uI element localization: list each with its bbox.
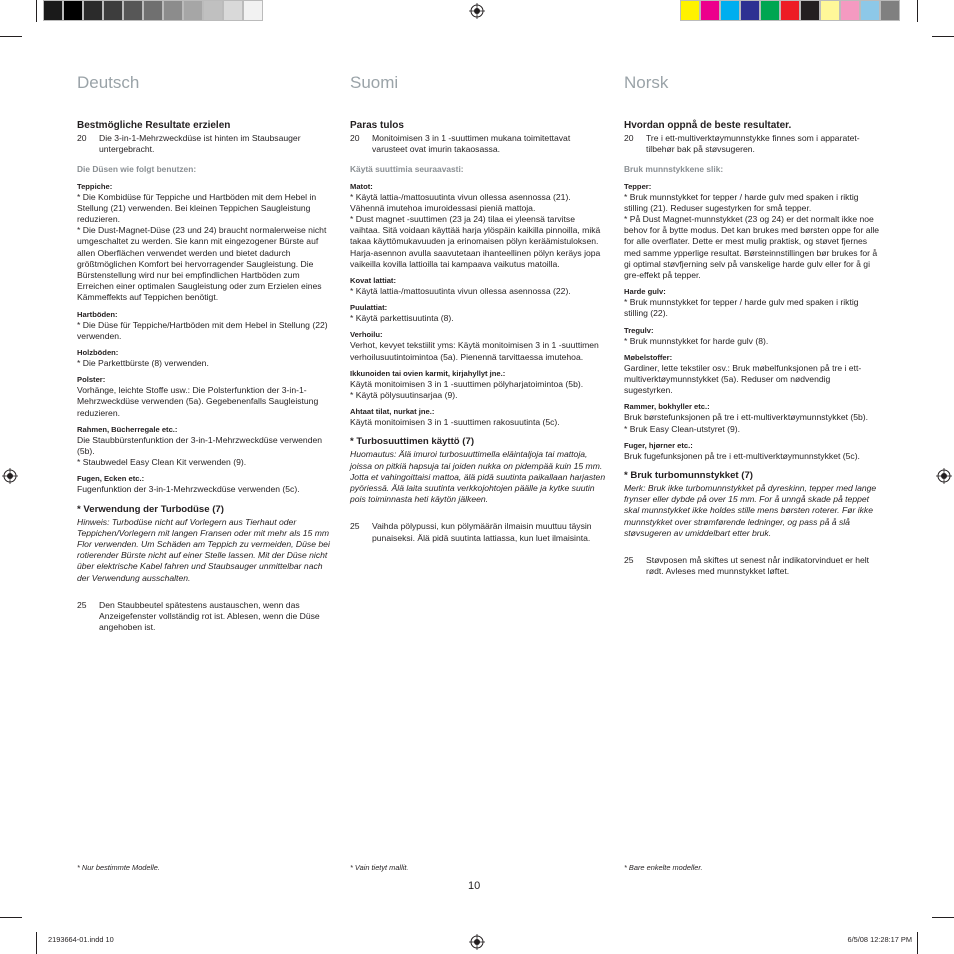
paragraph: Bruk fugefunksjonen på tre i ett-multiverktøymunnstykket (5c). bbox=[624, 450, 860, 461]
color-swatch bbox=[83, 0, 103, 21]
step-number: 20 bbox=[350, 133, 360, 143]
column-suomi bbox=[350, 72, 606, 544]
color-swatch bbox=[223, 0, 243, 21]
color-swatch bbox=[680, 0, 700, 21]
paragraph: * Käytä lattia-/mattosuutinta vivun ollessa asennossa (21). Vähennä imutehoa imuroidessasi pieniä mattoja. bbox=[350, 191, 571, 213]
surface-label: Tepper: bbox=[624, 181, 652, 191]
paragraph: Fugenfunktion der 3-in-1-Mehrzweckdüse verwenden (5c). bbox=[77, 484, 300, 495]
paragraph: Käytä monitoimisen 3 in 1 -suuttimen pölyharjatoimintoa (5b). bbox=[350, 378, 584, 389]
paragraph: * Bruk munnstykket for tepper / harde gulv med spaken i riktig stilling (21). Reduser sugestyrken for små tepper. bbox=[624, 191, 859, 213]
step-number: 25 bbox=[624, 555, 634, 566]
color-swatch bbox=[840, 0, 860, 21]
paragraph: Vorhänge, leichte Stoffe usw.: Die Polsterfunktion der 3-in-1-Mehrzweckdüse verwenden (5a). Gegebenenfalls Saugleistung reduzieren. bbox=[77, 385, 319, 418]
color-swatch bbox=[700, 0, 720, 21]
step-number: 25 bbox=[350, 521, 360, 532]
surface-label: Hartböden: bbox=[77, 309, 118, 319]
paragraph: Käytä monitoimisen 3 in 1 -suuttimen rakosuutinta (5c). bbox=[350, 417, 560, 428]
paragraph: * Käytä parkettisuutinta (8). bbox=[350, 313, 454, 324]
color-swatch bbox=[740, 0, 760, 21]
footnote-norsk: * Bare enkelte modeller. bbox=[624, 863, 703, 872]
crop-mark bbox=[0, 917, 22, 918]
paragraph: * Die Parkettbürste (8) verwenden. bbox=[77, 358, 209, 369]
subheading: Die Düsen wie folgt benutzen: bbox=[77, 164, 197, 175]
numbered-step bbox=[350, 521, 606, 543]
registration-mark-icon bbox=[2, 468, 18, 484]
turbo-heading: * Verwendung der Turbodüse (7) bbox=[77, 503, 224, 515]
paragraph: * Bruk Easy Clean-utstyret (9). bbox=[624, 423, 741, 434]
surface-label: Rammer, bokhyller etc.: bbox=[624, 402, 710, 412]
numbered-step bbox=[350, 133, 606, 155]
paragraph: * Dust magnet -suuttimen (23 ja 24) tilaa ei yleensä tarvitse vaihtaa. Sitä voidaan käyttää harja ylöspäin kaikilla pinnoilla, mikä takaa käyttömukavuuden ja erinomaisen pölyn keräämistuloksen. Harja-asennon avulla saavutetaan ihanteellinen pölyn keräys jopa vaikeilla kovilla lattioilla tai kampaava vaikutus matoilla. bbox=[350, 214, 601, 269]
color-swatch bbox=[143, 0, 163, 21]
section-heading: Hvordan oppnå de beste resultater. bbox=[624, 120, 792, 131]
subheading: Käytä suuttimia seuraavasti: bbox=[350, 164, 464, 175]
surface-label: Ikkunoiden tai ovien karmit, kirjahyllyt jne.: bbox=[350, 368, 506, 378]
paragraph: * Käytä lattia-/mattosuutinta vivun ollessa asennossa (22). bbox=[350, 286, 571, 297]
step-text: Tre i ett-multiverktøymunnstykke finnes som i apparatet-tilbehør bak på støvsugeren. bbox=[646, 133, 860, 155]
section-title: Norsk bbox=[624, 73, 669, 92]
crop-mark bbox=[917, 0, 918, 22]
section-title: Suomi bbox=[350, 73, 399, 92]
registration-mark-icon bbox=[936, 468, 952, 484]
color-swatch bbox=[820, 0, 840, 21]
surface-label: Harde gulv: bbox=[624, 287, 666, 297]
color-swatch bbox=[123, 0, 143, 21]
surface-label: Puulattiat: bbox=[350, 303, 388, 313]
paragraph: Die Staubbürstenfunktion der 3-in-1-Mehrzweckdüse verwenden (5b). bbox=[77, 434, 323, 457]
surface-label: Polster: bbox=[77, 375, 106, 385]
paragraph: * Bruk munnstykket for tepper / harde gulv med spaken i riktig stilling (22). bbox=[624, 297, 859, 319]
paragraph: * Die Kombidüse für Teppiche und Hartböden mit dem Hebel in Stellung (21) verwenden. Bei kleinen Teppichen Saugleistung reduzieren. bbox=[77, 191, 317, 225]
registration-mark-icon bbox=[469, 934, 485, 950]
color-swatch bbox=[203, 0, 223, 21]
paragraph: * Die Düse für Teppiche/Hartböden mit dem Hebel in Stellung (22) verwenden. bbox=[77, 319, 328, 341]
surface-label: Ahtaat tilat, nurkat jne.: bbox=[350, 407, 435, 417]
step-text: Vaihda pölypussi, kun pölymäärän ilmaisin muuttuu täysin punaiseksi. Älä pidä suutinta lattiassa, kun luet ilmaisinta. bbox=[372, 521, 592, 543]
page-number: 10 bbox=[468, 880, 481, 892]
color-swatch bbox=[880, 0, 900, 21]
step-text: Die 3-in-1-Mehrzweckdüse ist hinten im Staubsauger untergebracht. bbox=[99, 133, 301, 155]
crop-mark bbox=[932, 917, 954, 918]
note-italic: Hinweis: Turbodüse nicht auf Vorlegern aus Tierhaut oder Teppichen/Vorlegern mit langen Fransen oder mit mehr als 15 mm Flor verwenden. Um Schäden am Teppich zu vermeiden, Düse bei rotierender Bürste nicht auf einer Stelle lassen. Mit der Düse nicht über elektrische Kabel fahren und Staubsauger unmittelbar nach der Verwendung ausschalten. bbox=[77, 516, 330, 583]
color-swatch bbox=[760, 0, 780, 21]
color-swatch bbox=[800, 0, 820, 21]
section-heading: Paras tulos bbox=[350, 120, 404, 131]
paragraph: Verhot, kevyet tekstiilit yms: Käytä monitoimisen 3 in 1 -suuttimen verhoilusuutintoimintoa (5a). Pienennä tarvittaessa imutehoa. bbox=[350, 340, 599, 362]
color-swatch bbox=[860, 0, 880, 21]
paragraph: * Die Dust-Magnet-Düse (23 und 24) braucht normalerweise nicht umgeschaltet zu werden. Sie kann mit eingezogener Bürste auf allen Oberflächen verwendet werden und bietet dadurch größtmöglichen Komfort bei hervorragender Saugleistung. Die Bürstenstellung wird nur bei empfindlichen Hartböden zum Erreichen einer optimalen Saugleistung oder zum Erzielen eines Kämmeffekts auf Teppichen benötigt. bbox=[77, 225, 327, 303]
note-italic: Merk: Bruk ikke turbomunnstykket på dyreskinn, tepper med lange frynser eller dybde på over 15 mm. For å unngå skade på teppet skal munnstykket ikke holdes stille mens børsten roterer. Før ikke munnstykket over strømførende ledninger, og pass på å slå støvsugeren av umiddelbart etter bruk. bbox=[624, 483, 877, 538]
step-text: Den Staubbeutel spätestens austauschen, wenn das Anzeigefenster vollständig rot ist. Ablesen, wenn die Düse angehoben ist. bbox=[99, 599, 320, 633]
section-title: Deutsch bbox=[77, 73, 140, 92]
column-norsk bbox=[624, 72, 880, 577]
step-number: 25 bbox=[77, 599, 87, 610]
step-number: 20 bbox=[624, 133, 634, 143]
numbered-step bbox=[77, 600, 333, 634]
paragraph: * Käytä pölysuutinsarjaa (9). bbox=[350, 390, 458, 401]
crop-mark bbox=[917, 932, 918, 954]
crop-mark bbox=[932, 36, 954, 37]
crop-mark bbox=[36, 932, 37, 954]
step-number: 20 bbox=[77, 133, 87, 143]
paragraph: * Staubwedel Easy Clean Kit verwenden (9). bbox=[77, 457, 247, 468]
step-text: Monitoimisen 3 in 1 -suuttimen mukana toimitettavat varusteet ovat imurin takaosassa. bbox=[372, 133, 571, 155]
paragraph: Bruk børstefunksjonen på tre i ett-multiverktøymunnstykket (5b). bbox=[624, 412, 869, 423]
surface-label: Teppiche: bbox=[77, 181, 113, 191]
color-swatch bbox=[163, 0, 183, 21]
color-swatch bbox=[103, 0, 123, 21]
color-swatch bbox=[243, 0, 263, 21]
numbered-step bbox=[624, 555, 880, 577]
process-color-bar bbox=[680, 0, 900, 22]
surface-label: Verhoilu: bbox=[350, 330, 383, 340]
crop-mark bbox=[36, 0, 37, 22]
step-text: Støvposen må skiftes ut senest når indikatorvinduet er helt rødt. Avleses med munnstykket løftet. bbox=[646, 555, 870, 577]
turbo-heading: * Turbosuuttimen käyttö (7) bbox=[350, 436, 475, 448]
turbo-heading: * Bruk turbomunnstykket (7) bbox=[624, 470, 754, 482]
slug-filename: 2193664-01.indd 10 bbox=[48, 935, 114, 944]
numbered-step bbox=[77, 133, 333, 155]
subheading: Bruk munnstykkene slik: bbox=[624, 164, 724, 175]
surface-label: Kovat lattiat: bbox=[350, 276, 396, 286]
crop-mark bbox=[0, 36, 22, 37]
color-swatch bbox=[183, 0, 203, 21]
surface-label: Holzböden: bbox=[77, 348, 119, 358]
paragraph: * På Dust Magnet-munnstykket (23 og 24) er det normalt ikke noe behov for å bytte modus. Det kan brukes med børsten oppe for alle for alle overflater. Dette er mest mulig praktisk, og støvet fjernes med samme ypperlige resultat. Børsteinnstillingen bør brukes for å gi optimal støvfjerning selv på vanskelige harde gulv eller for å gi gre-effekt på tepper. bbox=[624, 214, 880, 281]
section-heading: Bestmögliche Resultate erzielen bbox=[77, 120, 231, 131]
grayscale-color-bar bbox=[43, 0, 263, 22]
paragraph: Gardiner, lette tekstiler osv.: Bruk møbelfunksjonen på tre i ett-multiverktøymunnstykket (5a). Reduser om nødvendig sugestyrken. bbox=[624, 362, 862, 396]
paragraph: * Bruk munnstykket for harde gulv (8). bbox=[624, 335, 769, 346]
surface-label: Fuger, hjørner etc.: bbox=[624, 440, 693, 450]
footnote-suomi: * Vain tietyt mallit. bbox=[350, 863, 409, 872]
color-swatch bbox=[780, 0, 800, 21]
registration-mark-icon bbox=[469, 3, 485, 19]
color-swatch bbox=[720, 0, 740, 21]
surface-label: Rahmen, Bücherregale etc.: bbox=[77, 424, 178, 434]
note-italic: Huomautus: Älä imuroi turbosuuttimella eläintaljoja tai mattoja, joissa on pitkiä hapsuja tai joiden nukka on pidempää kuin 15 mm. Jotta et vahingoittaisi mattoa, älä pidä suutinta paikallaan harjasten pyöriessä. Älä laita suutinta verkkojohtojen päälle ja kytke suutin pois toiminnasta heti käytön jälkeen. bbox=[350, 449, 606, 505]
footnote-deutsch: * Nur bestimmte Modelle. bbox=[77, 863, 160, 872]
numbered-step bbox=[624, 133, 880, 155]
surface-label: Møbelstoffer: bbox=[624, 352, 673, 362]
column-deutsch bbox=[77, 72, 333, 634]
slug-timestamp: 6/5/08 12:28:17 PM bbox=[847, 935, 912, 944]
surface-label: Fugen, Ecken etc.: bbox=[77, 474, 145, 484]
color-swatch bbox=[63, 0, 83, 21]
surface-label: Tregulv: bbox=[624, 325, 654, 335]
color-swatch bbox=[43, 0, 63, 21]
surface-label: Matot: bbox=[350, 181, 373, 191]
